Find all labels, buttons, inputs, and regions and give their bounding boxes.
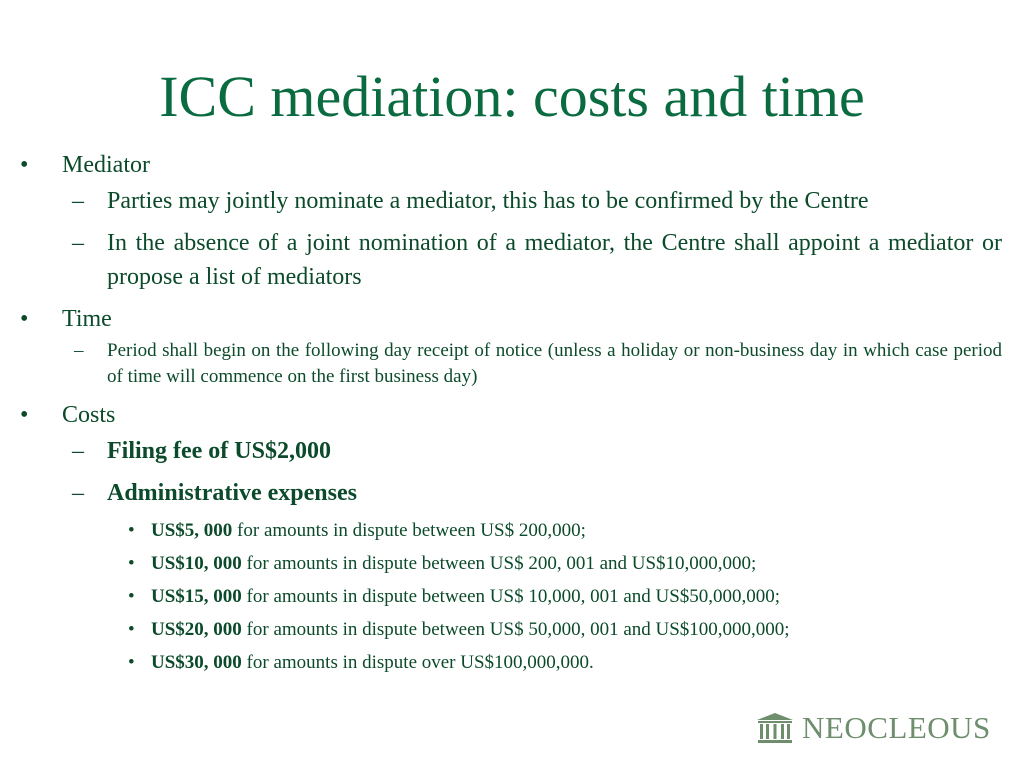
bullet-mark: •: [128, 586, 135, 607]
sub-item: [0, 184, 1024, 218]
bullet-costs: [0, 398, 1024, 432]
sub-item-text: Parties may jointly nominate a mediator, this has to be confirmed by the Centre: [107, 188, 869, 214]
sub-item-text: Administrative expenses: [107, 480, 357, 506]
dash-mark: –: [72, 480, 84, 506]
sub-item: [0, 226, 1024, 294]
fee-item: [0, 518, 1024, 544]
fee-description: for amounts in dispute between US$ 200, 001 and US$10,000,000;: [241, 553, 757, 574]
fee-description: for amounts in dispute over US$100,000,000.: [241, 652, 594, 673]
fee-amount: US$5, 000: [151, 520, 233, 541]
sub-item-filing-fee: [0, 434, 1024, 468]
fee-description: for amounts in dispute between US$ 200,000;: [232, 520, 586, 541]
fee-description: for amounts in dispute between US$ 10,000, 001 and US$50,000,000;: [241, 586, 781, 607]
sub-item-admin-expenses: [0, 476, 1024, 510]
sub-item: [0, 338, 1024, 390]
fee-description: for amounts in dispute between US$ 50,000, 001 and US$100,000,000;: [241, 619, 790, 640]
bullet-mark: •: [128, 520, 135, 541]
dash-mark: –: [72, 230, 84, 256]
fee-item: [0, 551, 1024, 577]
bullet-mark: •: [128, 619, 135, 640]
sub-item-text: In the absence of a joint nomination of a mediator, the Centre shall appoint a mediator or propose a list of mediators: [107, 230, 1002, 290]
sub-item-text: Filing fee of US$2,000: [107, 438, 331, 464]
bullet-mark: •: [20, 306, 29, 332]
fee-amount: US$20, 000: [151, 619, 242, 640]
columns-building-icon: [756, 712, 794, 744]
bullet-mediator: [0, 148, 1024, 182]
slide-body: [0, 148, 1024, 683]
fee-amount: US$30, 000: [151, 652, 242, 673]
dash-mark: –: [72, 188, 84, 214]
bullet-mark: •: [128, 553, 135, 574]
bullet-label: Mediator: [62, 152, 150, 178]
fee-item: [0, 617, 1024, 643]
bullet-mark: •: [20, 402, 29, 428]
fee-item: [0, 584, 1024, 610]
sub-item-text: Period shall begin on the following day receipt of notice (unless a holiday or non-business day in which case period of time will commence on the first business day): [107, 340, 1002, 387]
neocleous-logo: [756, 710, 991, 746]
bullet-mark: •: [128, 652, 135, 673]
dash-mark: –: [74, 340, 84, 361]
bullet-label: Costs: [62, 402, 116, 428]
dash-mark: –: [72, 438, 84, 464]
bullet-label: Time: [62, 306, 112, 332]
bullet-mark: •: [20, 152, 29, 178]
fee-amount: US$10, 000: [151, 553, 242, 574]
slide-title: ICC mediation: costs and time: [159, 64, 865, 129]
logo-wordmark: NEOCLEOUS: [802, 710, 991, 745]
fee-amount: US$15, 000: [151, 586, 242, 607]
bullet-time: [0, 302, 1024, 336]
fee-item: [0, 650, 1024, 676]
